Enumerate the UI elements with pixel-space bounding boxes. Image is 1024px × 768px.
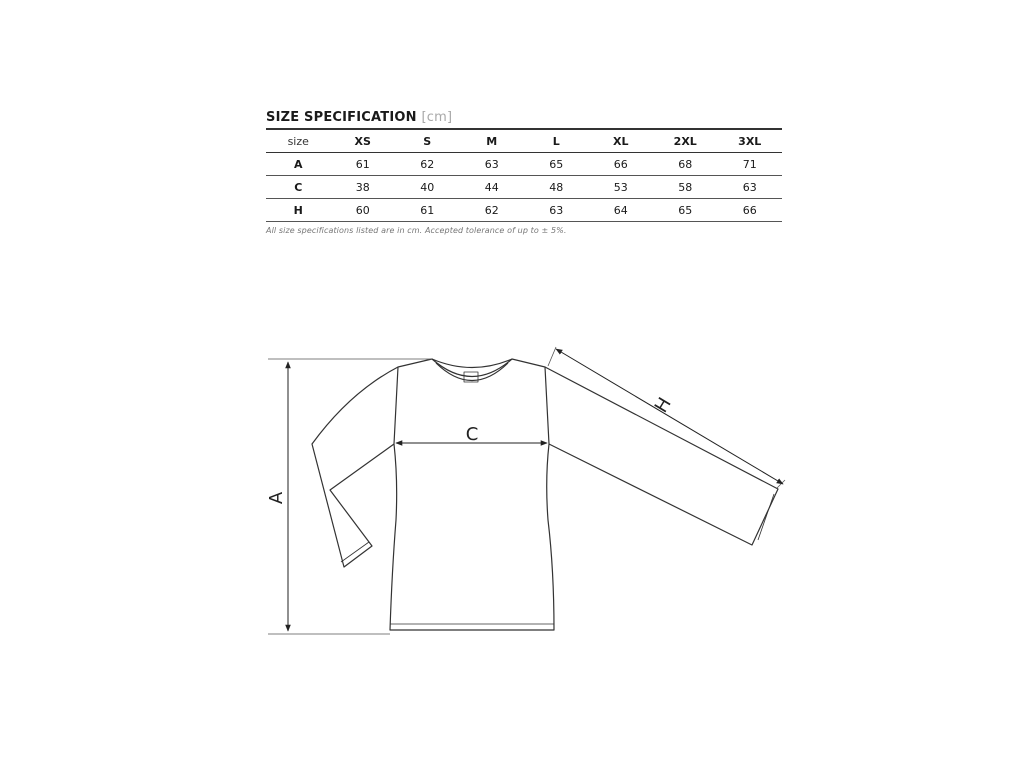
size-column-header: 3XL (738, 134, 762, 148)
table-cell: 62 (484, 203, 499, 217)
table-cell: 64 (613, 203, 628, 217)
row-label: A (293, 157, 303, 171)
table-cell: 66 (742, 203, 757, 217)
size-column-header: L (552, 134, 560, 148)
table-cell: 65 (549, 157, 564, 171)
size-header-label: size (287, 134, 309, 148)
table-cell: 60 (355, 203, 370, 217)
spec-note: All size specifications listed are in cm. Accepted tolerance of up to ± 5%. (266, 226, 567, 235)
spec-unit: [cm] (421, 110, 453, 125)
table-cell: 65 (678, 203, 693, 217)
table-cell: 71 (742, 157, 757, 171)
shirt-outline (312, 359, 778, 630)
table-cell: 68 (678, 157, 693, 171)
table-cell: 63 (742, 180, 757, 194)
dimension-c-label: C (465, 424, 479, 445)
dimension-c (396, 424, 547, 445)
size-column-header: XL (613, 134, 629, 148)
dimension-h-label: H (650, 393, 676, 417)
spec-title-text: SIZE SPECIFICATION (266, 110, 417, 125)
table-cell: 48 (549, 180, 564, 194)
table-cell: 58 (678, 180, 693, 194)
table-cell: 38 (355, 180, 370, 194)
size-column-header: S (423, 134, 432, 148)
table-cell: 40 (420, 180, 435, 194)
dimension-a-label: A (266, 491, 287, 505)
row-label: C (294, 180, 303, 194)
size-column-header: M (486, 134, 498, 148)
dimension-a (266, 359, 432, 634)
row-label: H (293, 203, 303, 217)
table-cell: 66 (613, 157, 628, 171)
table-cell: 63 (484, 157, 499, 171)
table-cell: 61 (420, 203, 435, 217)
size-column-header: XS (354, 134, 371, 148)
size-column-header: 2XL (673, 134, 697, 148)
table-cell: 61 (355, 157, 370, 171)
table-cell: 62 (420, 157, 435, 171)
table-cell: 63 (549, 203, 564, 217)
table-cell: 44 (484, 180, 499, 194)
table-cell: 53 (613, 180, 628, 194)
dimension-h (548, 347, 785, 488)
